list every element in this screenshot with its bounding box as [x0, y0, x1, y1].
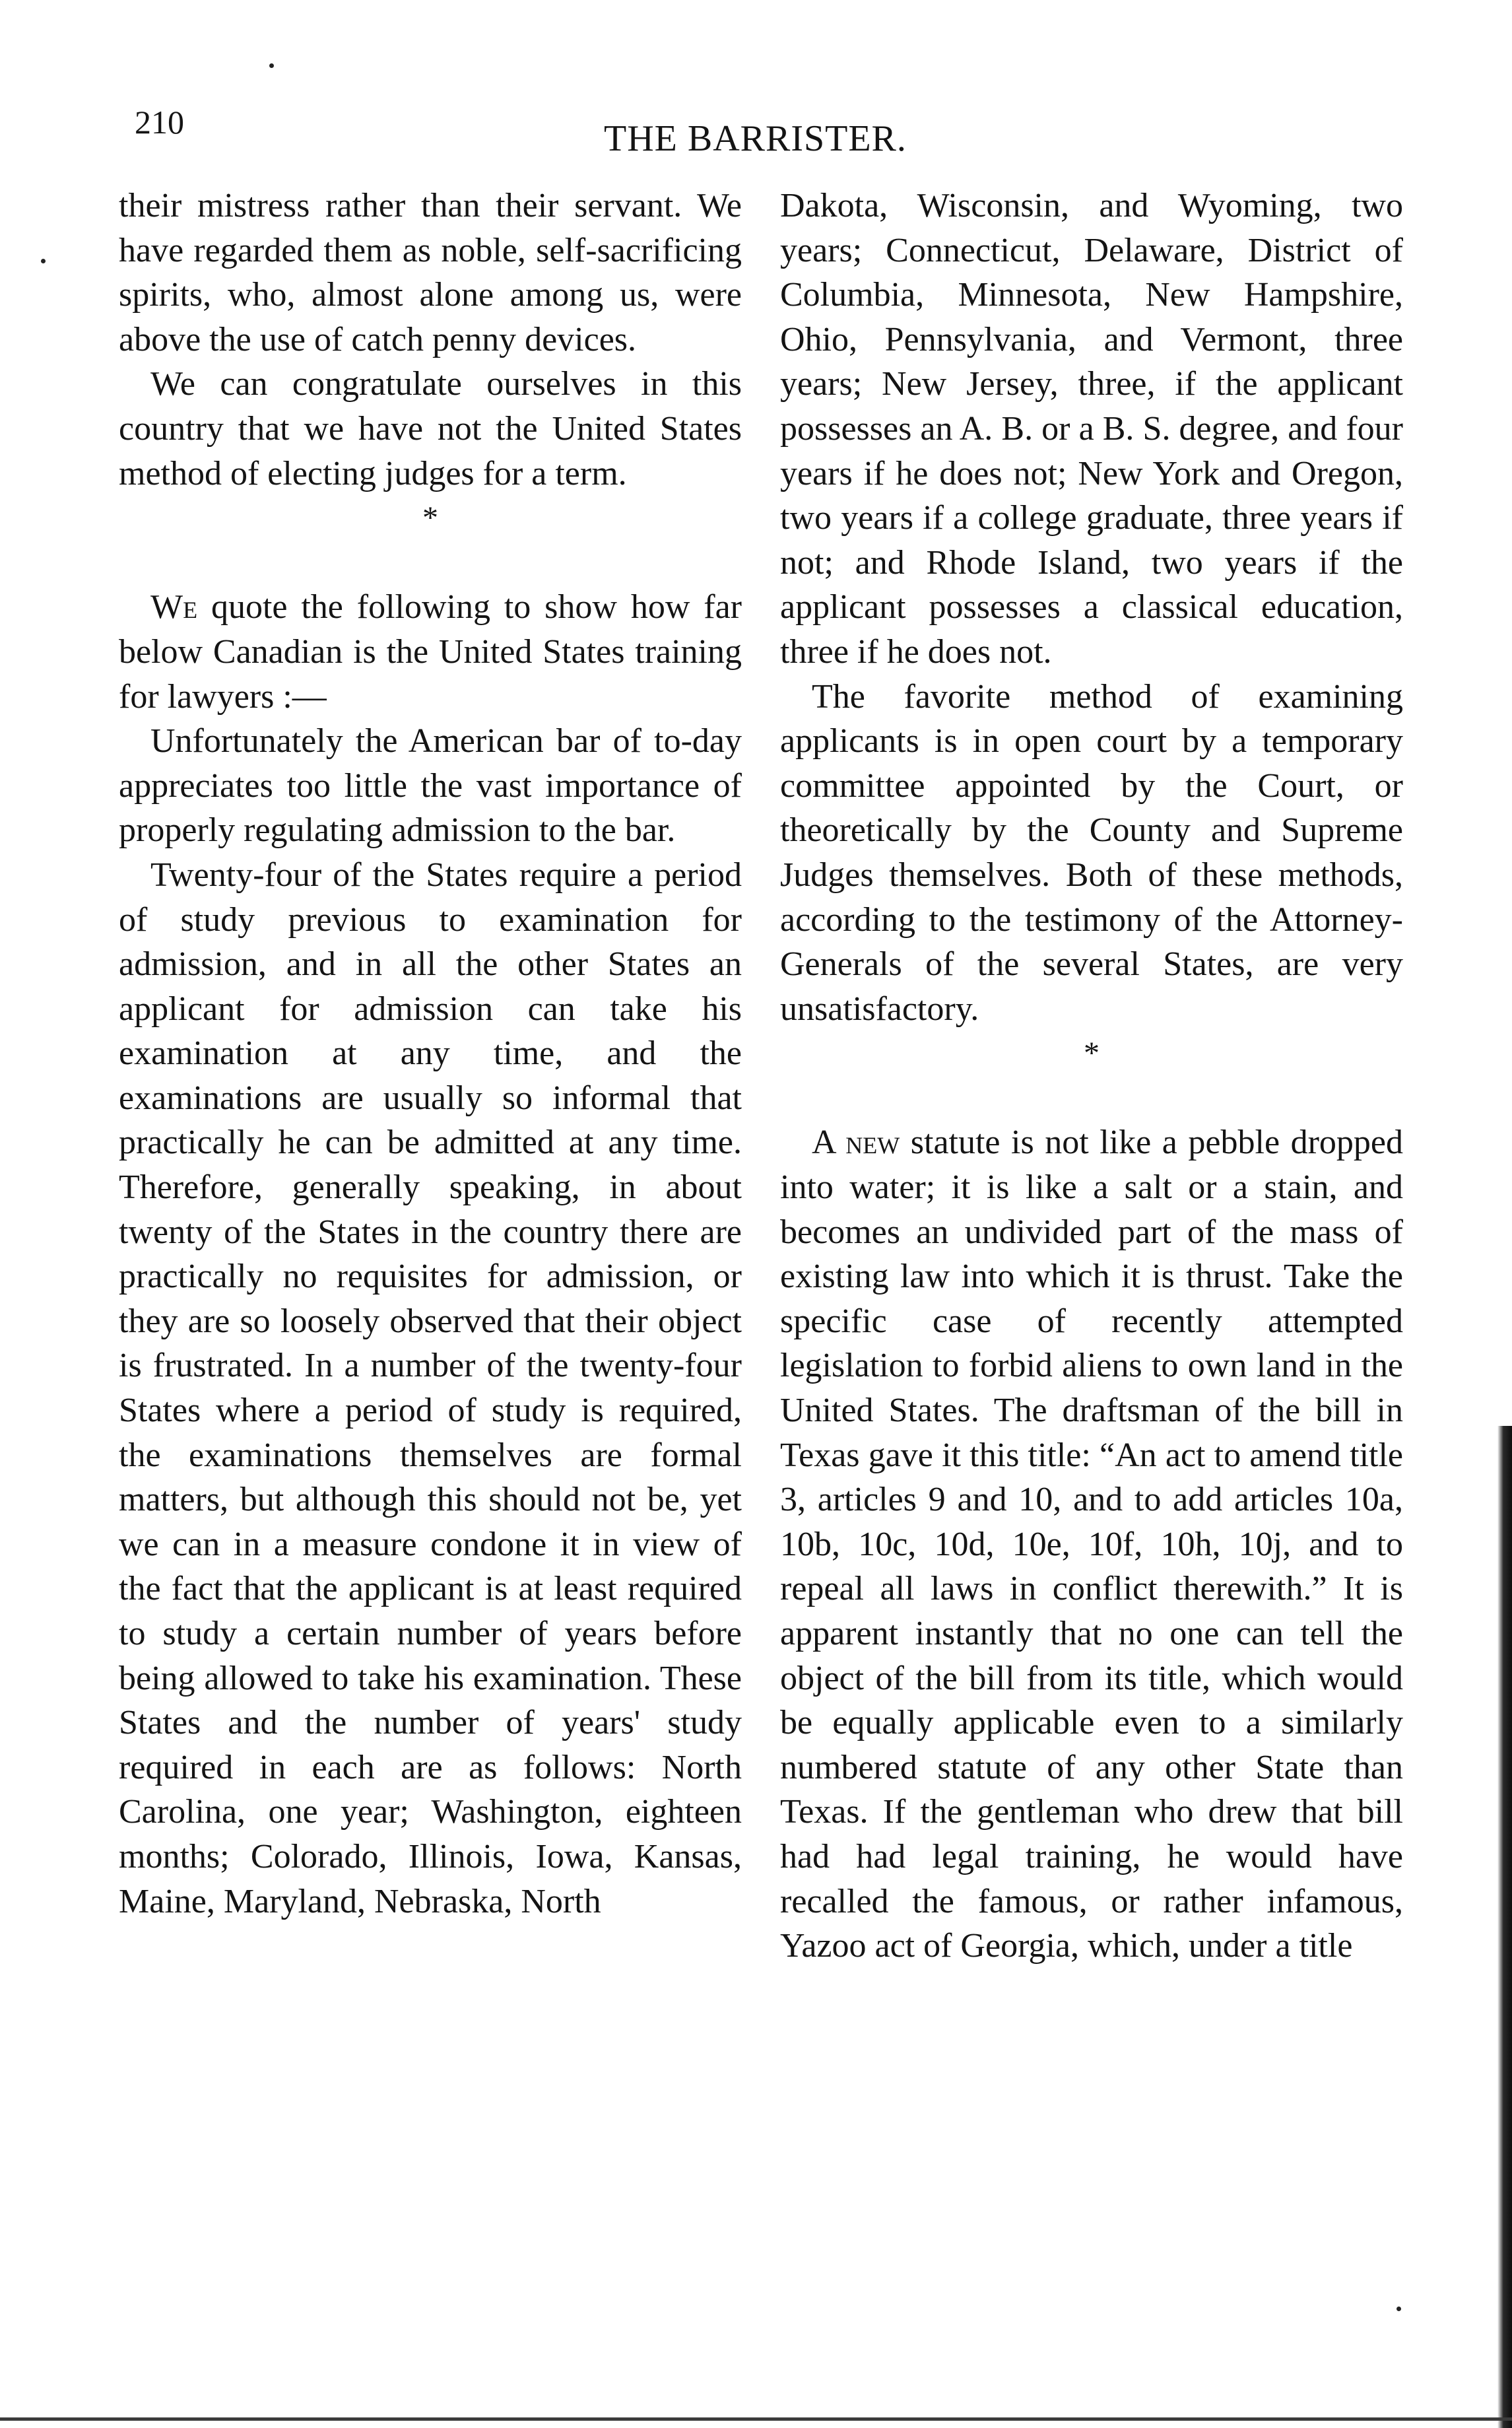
paragraph-text: quote the following to show how far below Canadian is the United States training for lawyers :—	[119, 588, 742, 716]
bottom-edge-line	[0, 2417, 1512, 2421]
paragraph-text: statute is not like a pebble dropped into water; it is like a salt or a stain, and becomes an undivided part of the mass of existing law into which it is thrust. Take the specific case of recently attempted legislation to forbid aliens to own land in the United States. The draftsman of the bill in Texas gave it this title: “An act to amend title 3, articles 9 and 10, and to add articles 10a, 10b, 10c, 10d, 10e, 10f, 10h, 10j, and to repeal all laws in conflict therewith.” It is apparent instantly that no one can tell the object of the bill from its title, which would be equally applicable even to a similarly numbered statute of any other State than Texas. If the gentleman who drew that bill had had legal training, he would have recalled the famous, or rather infamous, Yazoo act of Georgia, which, under a title	[780, 1124, 1403, 1965]
left-column	[119, 184, 742, 1924]
section-separator-asterisk: *	[1084, 1036, 1100, 1071]
spacer	[780, 1076, 1403, 1121]
page-edge-shadow	[1497, 1426, 1512, 2428]
paragraph-right-2: The favorite method of examining applicants is in open court by a temporary committee appointed by the Court, or theoretically by the County and Supreme Judges themselves. Both of these methods, according to the testimony of the Attorney-Generals of the several States, are very unsatisfactory.	[780, 677, 1403, 1028]
paragraph-right-3	[780, 1120, 1403, 1968]
scan-speck	[269, 63, 274, 68]
right-column	[780, 184, 1403, 1969]
paragraph-left-3	[119, 585, 742, 719]
scan-speck	[1397, 2307, 1401, 2311]
paragraph-left-1: their mistress rather than their servant. We have regarded them as noble, self-sacrificing spirits, who, almost alone among us, were above the use of catch penny devices.	[119, 187, 742, 358]
paragraph-left-2: We can congratulate ourselves in this country that we have not the United States method of electing judges for a term.	[119, 365, 742, 492]
section-separator-asterisk: *	[422, 500, 438, 536]
page-number: 210	[135, 104, 184, 141]
running-title: THE BARRISTER.	[604, 118, 907, 159]
paragraph-left-4: Unfortunately the American bar of to-day appreciates too little the vast importance of properly regulating admission to the bar.	[119, 722, 742, 850]
paragraph-left-5: Twenty-four of the States require a period of study previous to examination for admission, and in all the other States an applicant for admission can take his examination at any time, and the examinations are usually so informal that practically he can be admitted at any time. Therefore, generally speaking, in about twenty of the States in the country there are practically no requisites for admission, or they are so loosely observed that their object is frustrated. In a number of the twenty-four States where a period of study is required, the examinations themselves are formal matters, but although this should not be, yet we can in a measure condone it in view of the fact that the applicant is at least required to study a certain number of years before being allowed to take his examination. These States and the number of years' study required in each are as follows: North Carolina, one year; Washington, eighteen months; Colorado, Illinois, Iowa, Kansas, Maine, Maryland, Nebraska, North	[119, 856, 742, 1920]
lead-word: We	[150, 588, 198, 626]
paragraph-right-1: Dakota, Wisconsin, and Wyoming, two years; Connecticut, Delaware, District of Columbia, Minnesota, New Hampshire, Ohio, Pennsylvania, and Vermont, three years; New Jersey, three, if the applicant possesses an A. B. or a B. S. degree, and four years if he does not; New York and Oregon, two years if a college graduate, three years if not; and Rhode Island, two years if the applicant possesses a classical education, three if he does not.	[780, 187, 1403, 671]
lead-word: A new	[812, 1124, 900, 1162]
spacer	[119, 541, 742, 586]
scan-speck	[41, 259, 46, 263]
